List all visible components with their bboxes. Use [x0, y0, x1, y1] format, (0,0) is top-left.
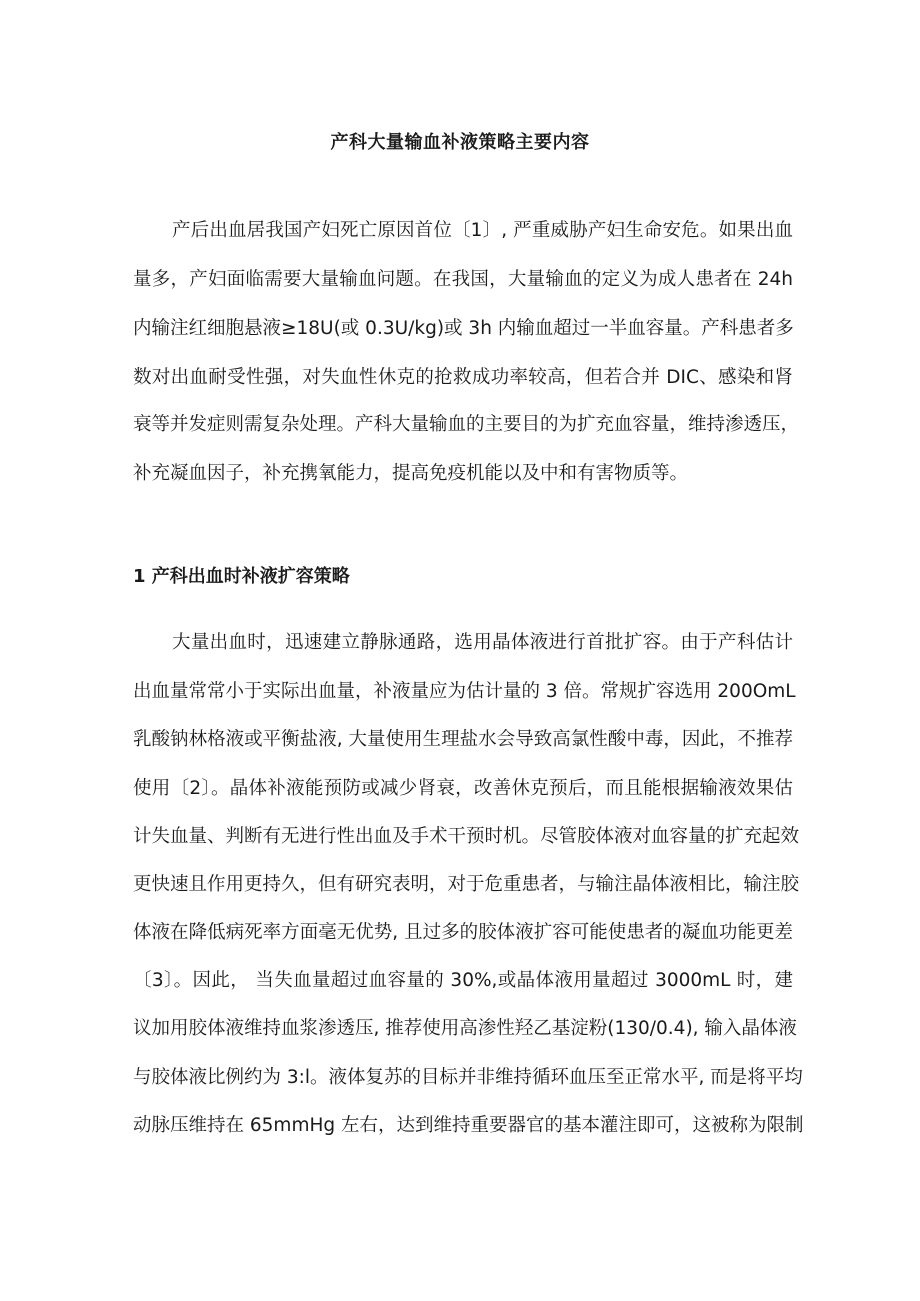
paragraph-line: 体液在降低病死率方面毫无优势, 且过多的胶体液扩容可能使患者的凝血功能更差	[133, 922, 793, 943]
paragraph-line: 议加用胶体液维持血浆渗透压, 推荐使用高渗性羟乙基淀粉(130/0.4), 输入晶体液	[133, 1018, 797, 1039]
paragraph-line: 补充凝血因子，补充携氧能力，提高免疫机能以及中和有害物质等。	[133, 463, 689, 484]
document-title: 产科大量输血补液策略主要内容	[330, 132, 590, 153]
section-heading: 1 产科出血时补液扩容策略	[133, 566, 350, 587]
paragraph-line: 数对出血耐受性强，对失血性休克的抢救成功率较高，但若合并 DIC、感染和肾	[133, 367, 793, 388]
paragraph-line: 使用〔2〕。晶体补液能预防或减少肾衰，改善休克预后，而且能根据输液效果估	[133, 778, 793, 799]
paragraph-line: 〔3〕。因此， 当失血量超过血容量的 30%,或晶体液用量超过 3000mL 时，建	[133, 970, 793, 991]
paragraph-line: 计失血量、判断有无进行性出血及手术干预时机。尽管胶体液对血容量的扩充起效	[133, 826, 800, 847]
paragraph-line: 产后出血居我国产妇死亡原因首位〔1〕, 严重威胁产妇生命安危。如果出血	[172, 220, 793, 241]
paragraph-line: 量多，产妇面临需要大量输血问题。在我国，大量输血的定义为成人患者在 24h	[133, 269, 793, 290]
paragraph-line: 乳酸钠林格液或平衡盐液, 大量使用生理盐水会导致高氯性酸中毒，因此，不推荐	[133, 729, 793, 750]
paragraph-line: 更快速且作用更持久，但有研究表明，对于危重患者，与输注晶体液相比，输注胶	[133, 874, 800, 895]
paragraph-line: 内输注红细胞悬液≥18U(或 0.3U/kg)或 3h 内输血超过一半血容量。产科患者多	[133, 318, 794, 339]
paragraph-line: 动脉压维持在 65mmHg 左右，达到维持重要器官的基本灌注即可，这被称为限制	[133, 1115, 804, 1136]
paragraph-line: 衰等并发症则需复杂处理。产科大量输血的主要目的为扩充血容量，维持渗透压，	[133, 414, 800, 435]
paragraph-line: 与胶体液比例约为 3:l。液体复苏的目标并非维持循环血压至正常水平, 而是将平均	[133, 1067, 803, 1088]
paragraph-line: 大量出血时，迅速建立静脉通路，选用晶体液进行首批扩容。由于产科估计	[172, 632, 793, 653]
paragraph-line: 出血量常常小于实际出血量，补液量应为估计量的 3 倍。常规扩容选用 200OmL	[133, 681, 796, 702]
